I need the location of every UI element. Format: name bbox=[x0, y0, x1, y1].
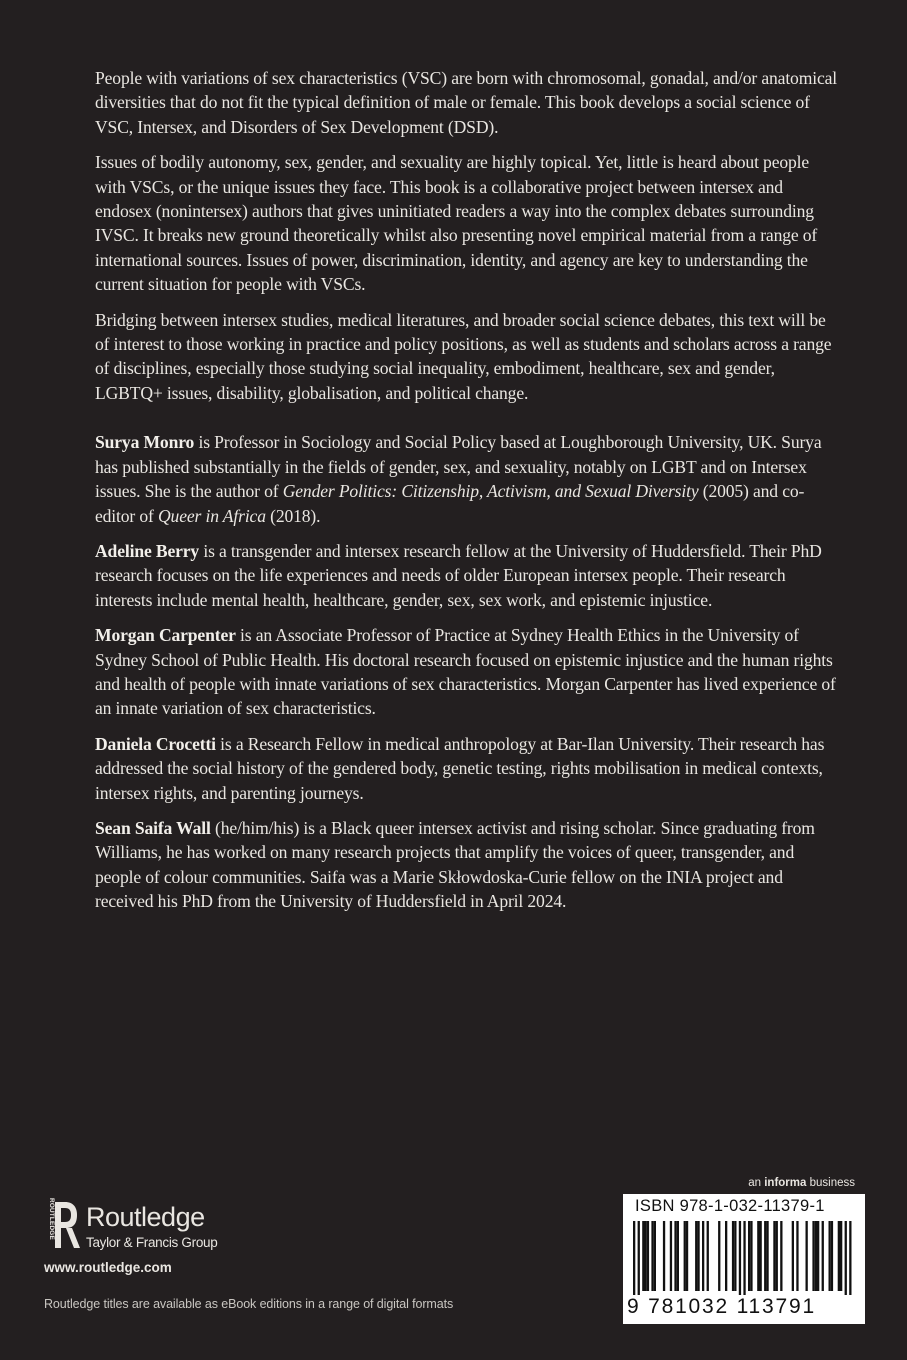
author-name: Surya Monro bbox=[95, 432, 195, 453]
barcode-bar bbox=[702, 1221, 704, 1291]
barcode-bar bbox=[697, 1221, 699, 1291]
publisher-name: Routledge bbox=[86, 1202, 205, 1232]
barcode-bar bbox=[773, 1221, 775, 1291]
author-bio-wall bbox=[95, 816, 840, 914]
barcode-bar bbox=[750, 1221, 752, 1291]
author-bio-text: is an Associate Professor of Practice at Sydney Health Ethics in the University of Sydney School of Public Health. His doctoral research focused on epistemic injustice and the human rights and health of people with innate variations of sex characteristics. Morgan Carpenter has lived experience of an innate variation of sex characteristics. bbox=[95, 625, 836, 719]
barcode-bar bbox=[817, 1221, 819, 1291]
logo-side-text: ROUTLEDGE bbox=[48, 1198, 55, 1240]
barcode-bar bbox=[822, 1221, 824, 1291]
barcode-bar bbox=[732, 1221, 734, 1291]
barcode-bar bbox=[792, 1221, 794, 1291]
informa-brand: informa bbox=[764, 1177, 807, 1189]
author-name: Daniela Crocetti bbox=[95, 733, 216, 754]
author-bio-text: (2005) and co-editor of bbox=[95, 481, 805, 526]
barcode-bar bbox=[796, 1221, 798, 1291]
publisher-group: Taylor & Francis Group bbox=[86, 1235, 218, 1250]
barcode-bar bbox=[838, 1221, 840, 1291]
author-bio-berry bbox=[95, 539, 840, 612]
barcode-bar bbox=[734, 1221, 736, 1291]
barcode-bar bbox=[654, 1221, 656, 1291]
author-bio-monro bbox=[95, 430, 840, 528]
barcode-bars bbox=[633, 1221, 855, 1295]
barcode-bar bbox=[638, 1221, 640, 1295]
barcode-bar bbox=[674, 1221, 676, 1291]
back-cover-text bbox=[95, 66, 840, 925]
barcode-bar bbox=[845, 1221, 847, 1295]
informa-prefix: an bbox=[748, 1177, 765, 1189]
barcode-bar bbox=[677, 1221, 679, 1291]
barcode-bar bbox=[686, 1221, 688, 1291]
author-name: Morgan Carpenter bbox=[95, 625, 236, 646]
barcode-digits: 9 781032 113791 bbox=[627, 1295, 816, 1318]
barcode-bar bbox=[663, 1221, 665, 1291]
isbn-label: ISBN 978-1-032-11379-1 bbox=[635, 1197, 825, 1215]
author-bio-text: is a transgender and intersex research fellow at the University of Huddersfield. Their PhD research focuses on the life experiences and needs of older European intersex people. Their research interests include mental health, healthcare, gender, sex, sex work, and epistemic injustice. bbox=[95, 540, 822, 610]
barcode-bar bbox=[840, 1221, 842, 1291]
blurb-paragraph-2: Issues of bodily autonomy, sex, gender, and sexuality are highly topical. Yet, little is heard about people with VSCs, or the unique issues they face. This book is a collaborative project between intersex and endosex (nonintersex) authors that gives uninitiated readers a way into the complex debates surrounding IVSC. It breaks new ground theoretically whilst also presenting novel empirical material from a range of international sources. Issues of power, discrimination, identity, and agency are key to understanding the current situation for people with VSCs. bbox=[95, 152, 818, 295]
barcode-bar bbox=[829, 1221, 831, 1291]
author-bio-crocetti bbox=[95, 732, 840, 805]
routledge-logo-icon bbox=[44, 1198, 82, 1256]
barcode-bar bbox=[766, 1221, 768, 1291]
barcode-bar bbox=[647, 1221, 649, 1291]
author-bio-carpenter bbox=[95, 623, 840, 721]
barcode-bar bbox=[760, 1221, 762, 1291]
book-title: Queer in Africa bbox=[158, 505, 266, 526]
informa-suffix: business bbox=[806, 1177, 855, 1189]
barcode-bar bbox=[707, 1221, 709, 1291]
barcode-bar bbox=[806, 1221, 808, 1291]
barcode-bar bbox=[642, 1221, 644, 1291]
barcode-bar bbox=[645, 1221, 647, 1291]
barcode-bar bbox=[831, 1221, 833, 1291]
barcode-bar bbox=[757, 1221, 759, 1291]
barcode-bar bbox=[743, 1221, 745, 1295]
blurb-paragraph-1: People with variations of sex characteristics (VSC) are born with chromosomal, gonadal, and/or anatomical diversities that do not fit the typical definition of male or female. This book develops a social science of VSC, Intersex, and Disorders of Sex Development (DSD). bbox=[95, 68, 838, 137]
author-bio-text: (2018). bbox=[265, 505, 321, 526]
author-bio-text: is a Research Fellow in medical anthropology at Bar-Ilan University. Their research has addressed the social history of the gendered body, genetic testing, rights mobilisation in medical contexts, intersex rights, and parenting journeys. bbox=[95, 733, 825, 803]
barcode-bar bbox=[812, 1221, 814, 1291]
author-name: Adeline Berry bbox=[95, 540, 200, 561]
barcode-bar bbox=[748, 1221, 750, 1291]
ebook-note: Routledge titles are available as eBook editions in a range of digital formats bbox=[44, 1297, 454, 1311]
informa-tagline bbox=[748, 1177, 855, 1189]
barcode-bar bbox=[651, 1221, 653, 1291]
publisher-logo bbox=[44, 1198, 217, 1256]
blurb-paragraph-3: Bridging between intersex studies, medical literatures, and broader social science debates, this text will be of interest to those working in practice and policy positions, as well as students and scholars across a range of disciplines, especially those studying social inequality, embodiment, healthcare, sex and gender, LGBTQ+ issues, disability, globalisation, and political change. bbox=[95, 309, 832, 403]
barcode-bar bbox=[670, 1221, 672, 1291]
barcode-bar bbox=[776, 1221, 778, 1291]
book-title: Gender Politics: Citizenship, Activism, and Sexual Diversity bbox=[282, 481, 699, 502]
barcode-bar bbox=[764, 1221, 766, 1291]
barcode-bar bbox=[725, 1221, 727, 1291]
barcode-bar bbox=[849, 1221, 851, 1295]
author-name: Sean Saifa Wall bbox=[95, 817, 211, 838]
barcode-bar bbox=[780, 1221, 782, 1291]
author-bio-text: (he/him/his) is a Black queer intersex activist and rising scholar. Since graduating from Williams, he has worked on many research projects that amplify the voices of queer, transgender, and people of colour communities. Saifa was a Marie Skłowdoska-Curie fellow on the INIA project and received his PhD from the University of Huddersfield in April 2024. bbox=[95, 817, 815, 912]
barcode-bar bbox=[739, 1221, 741, 1295]
author-bio-text: is Professor in Sociology and Social Policy based at Loughborough University, UK. Surya has published substantially in the fields of gender, sex, and sexuality, notably on LGBT and on Intersex issues. She is the author of bbox=[95, 432, 822, 502]
barcode-bar bbox=[815, 1221, 817, 1291]
isbn-barcode bbox=[623, 1194, 865, 1324]
barcode-bar bbox=[695, 1221, 697, 1291]
publisher-url[interactable]: www.routledge.com bbox=[44, 1260, 172, 1275]
barcode-bar bbox=[718, 1221, 720, 1291]
barcode-bar bbox=[633, 1221, 635, 1295]
barcode-bar bbox=[684, 1221, 686, 1291]
